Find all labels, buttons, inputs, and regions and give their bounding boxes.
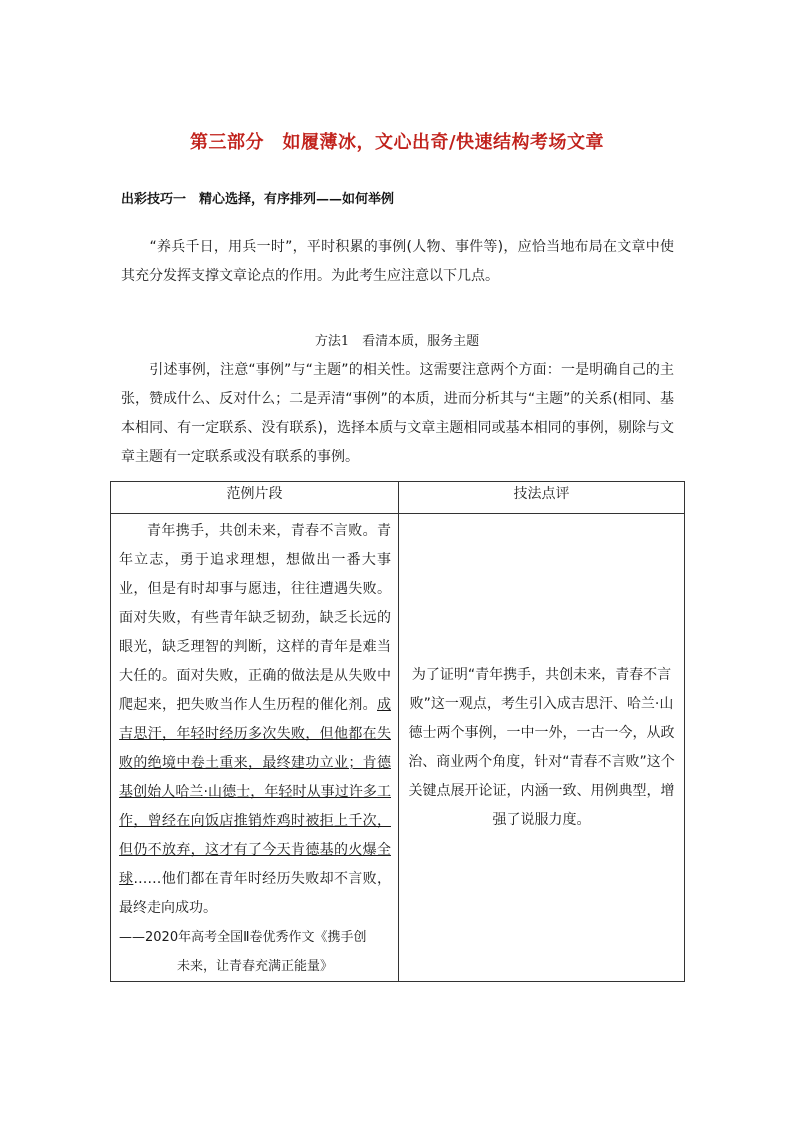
example-conclusion: ……他们都在青年时经历失败却不言败，最终走向成功。: [119, 871, 392, 916]
method-heading: 方法1 看清本质，服务主题: [314, 334, 480, 349]
example-table: [110, 481, 685, 982]
table-row: [111, 514, 685, 982]
example-underlined-text: 成吉思汗，年轻时经历多次失败，但他都在失败的绝境中卷土重来，最终建功立业；肯德基创始人哈兰·山德士，年轻时从事过许多工作，曾经在向饭店推销炸鸡时被拒上千次，但仍不放弃，这才有了今天肯德基的火爆全球: [119, 697, 391, 887]
intro-paragraph: “养兵千日，用兵一时”，平时积累的事例(人物、事件等)，应恰当地布局在文章中使其充分发挥支撑文章论点的作用。为此考生应注意以下几点。: [121, 239, 674, 284]
example-text: 青年携手，共创未来，青春不言败。青年立志，勇于追求理想，想做出一番大事业，但是有时却事与愿违，往往遭遇失败。面对失败，有些青年缺乏韧劲，缺乏长远的眼光，缺乏理智的判断，这样的青年是难当大任的。面对失败，正确的做法是从失败中爬起来，把失败当作人生历程的催化剂。: [119, 523, 391, 713]
section-heading: 出彩技巧一 精心选择，有序排列——如何举例: [121, 192, 395, 207]
page-title: 第三部分 如履薄冰，文心出奇/快速结构考场文章: [189, 132, 605, 153]
table-header-row: [111, 482, 685, 514]
header-comment: 技法点评: [399, 482, 685, 514]
method-paragraph: 引述事例，注意“事例”与“主题”的相关性。这需要注意两个方面：一是明确自己的主张，赞成什么、反对什么；二是弄清“事例”的本质，进而分析其与“主题”的关系(相同、基本相同、有一定联系、没有联系)，选择本质与文章主题相同或基本相同的事例，剔除与文章主题有一定联系或没有联系的事例。: [121, 362, 674, 465]
example-cell: [111, 514, 399, 982]
comment-cell: 为了证明“青年携手，共创未来，青春不言败”这一观点，考生引入成吉思汗、哈兰·山德士两个事例，一中一外，一古一今，从政治、商业两个角度，针对“青春不言败”这个关键点展开论证，内涵一致、用例典型，增强了说服力度。: [399, 514, 685, 982]
header-example: 范例片段: [111, 482, 399, 514]
example-source: ——2020年高考全国Ⅱ卷优秀作文《携手创 未来，让青春充满正能量》: [119, 930, 367, 974]
